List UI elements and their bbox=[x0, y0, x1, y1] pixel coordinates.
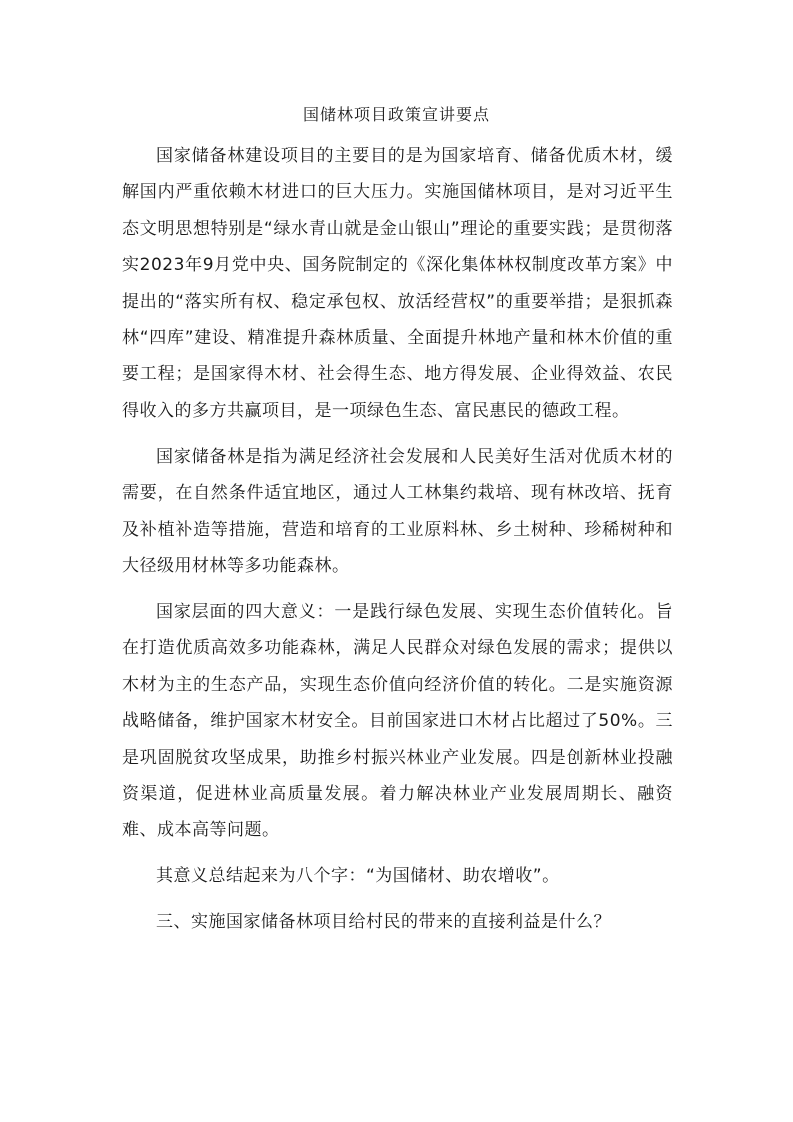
paragraph-significance: 国家层面的四大意义：一是践行绿色发展、实现生态价值转化。旨在打造优质高效多功能森林，满足人民群众对绿色发展的需求；提供以木材为主的生态产品，实现生态价值向经济价值的转化。二是实施资源战略储备，维护国家木材安全。目前国家进口木材占比超过了50%。三是巩固脱贫攻坚成果，助推乡村振兴林业产业发展。四是创新林业投融资渠道，促进林业高质量发展。着力解决林业产业发展周期长、融资难、成本高等问题。 bbox=[122, 601, 673, 841]
paragraph-summary: 其意义总结起来为八个字：“为国储材、助农增收”。 bbox=[156, 866, 560, 887]
paragraph-purpose: 国家储备林建设项目的主要目的是为国家培育、储备优质木材，缓解国内严重依赖木材进口的巨大压力。实施国储林项目，是对习近平生态文明思想特别是“绿水青山就是金山银山”理论的重要实践；是贯彻落实2023年9月党中央、国务院制定的《深化集体林权制度改革方案》中提出的“落实所有权、稳定承包权、放活经营权”的重要举措；是狠抓森林“四库”建设、精准提升森林质量、全面提升林地产量和林木价值的重要工程；是国家得木材、社会得生态、地方得发展、企业得效益、农民得收入的多方共赢项目，是一项绿色生态、富民惠民的德政工程。 bbox=[122, 146, 673, 421]
document-title: 国储林项目政策宣讲要点 bbox=[302, 105, 490, 124]
document-body bbox=[122, 138, 673, 941]
paragraph-definition: 国家储备林是指为满足经济社会发展和人民美好生活对优质木材的需要，在自然条件适宜地区，通过人工林集约栽培、现有林改培、抚育及补植补造等措施，营造和培育的工业原料林、乡土树种、珍稀树种和大径级用材林等多功能森林。 bbox=[122, 446, 673, 576]
section-heading-benefits: 三、实施国家储备林项目给村民的带来的直接利益是什么？ bbox=[156, 912, 611, 933]
